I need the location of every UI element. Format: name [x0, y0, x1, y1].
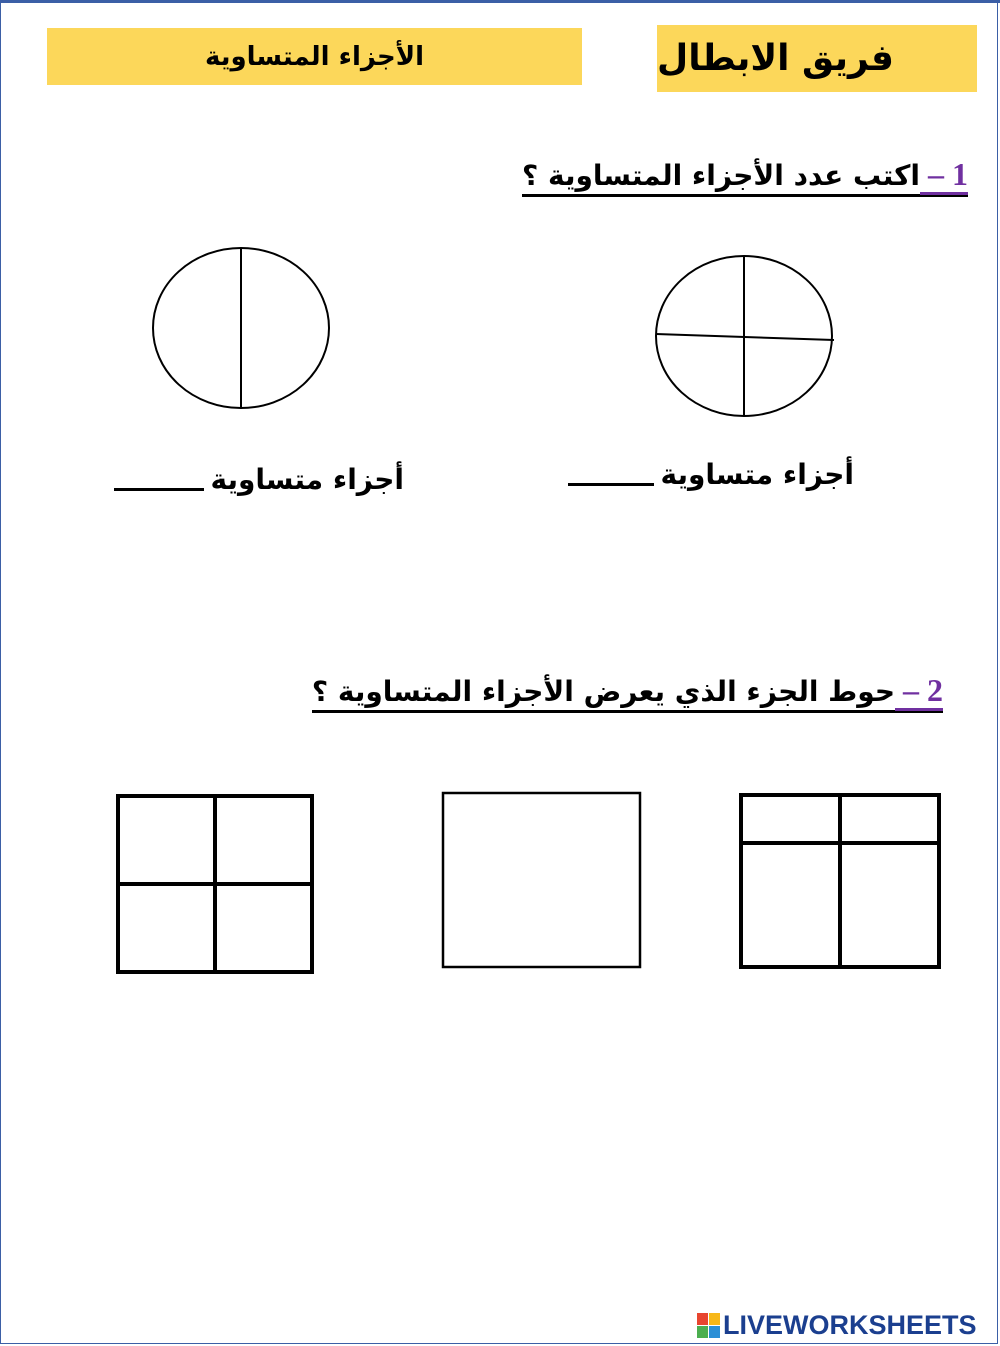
- topic-title: الأجزاء المتساوية: [204, 41, 425, 72]
- question-1-number: 1 –: [920, 156, 968, 195]
- team-name: فريق الابطال: [657, 38, 894, 79]
- answer-label-1: أجزاء متساوية: [660, 458, 854, 491]
- question-2: [312, 672, 943, 713]
- circle-halves[interactable]: [153, 248, 329, 409]
- rect-unequal-parts[interactable]: [741, 795, 939, 967]
- answer-circle-quarters: [568, 458, 854, 491]
- logo-mark-icon: [697, 1313, 720, 1338]
- liveworksheets-logo: [697, 1310, 977, 1340]
- answer-blank-1[interactable]: [568, 463, 654, 486]
- answer-label-2: أجزاء متساوية: [210, 463, 404, 496]
- question-2-text: حوط الجزء الذي يعرض الأجزاء المتساوية ؟: [311, 675, 895, 708]
- question-1-text: اكتب عدد الأجزاء المتساوية ؟: [521, 159, 920, 192]
- logo-brand-text: LIVEWORKSHEETS: [723, 1309, 977, 1340]
- rect-equal-quarters[interactable]: [118, 796, 312, 972]
- rect-whole[interactable]: [443, 793, 640, 967]
- answer-circle-halves: [114, 463, 404, 496]
- circle-quarters[interactable]: [656, 256, 834, 416]
- answer-blank-2[interactable]: [114, 468, 204, 491]
- question-2-number: 2 –: [895, 672, 943, 711]
